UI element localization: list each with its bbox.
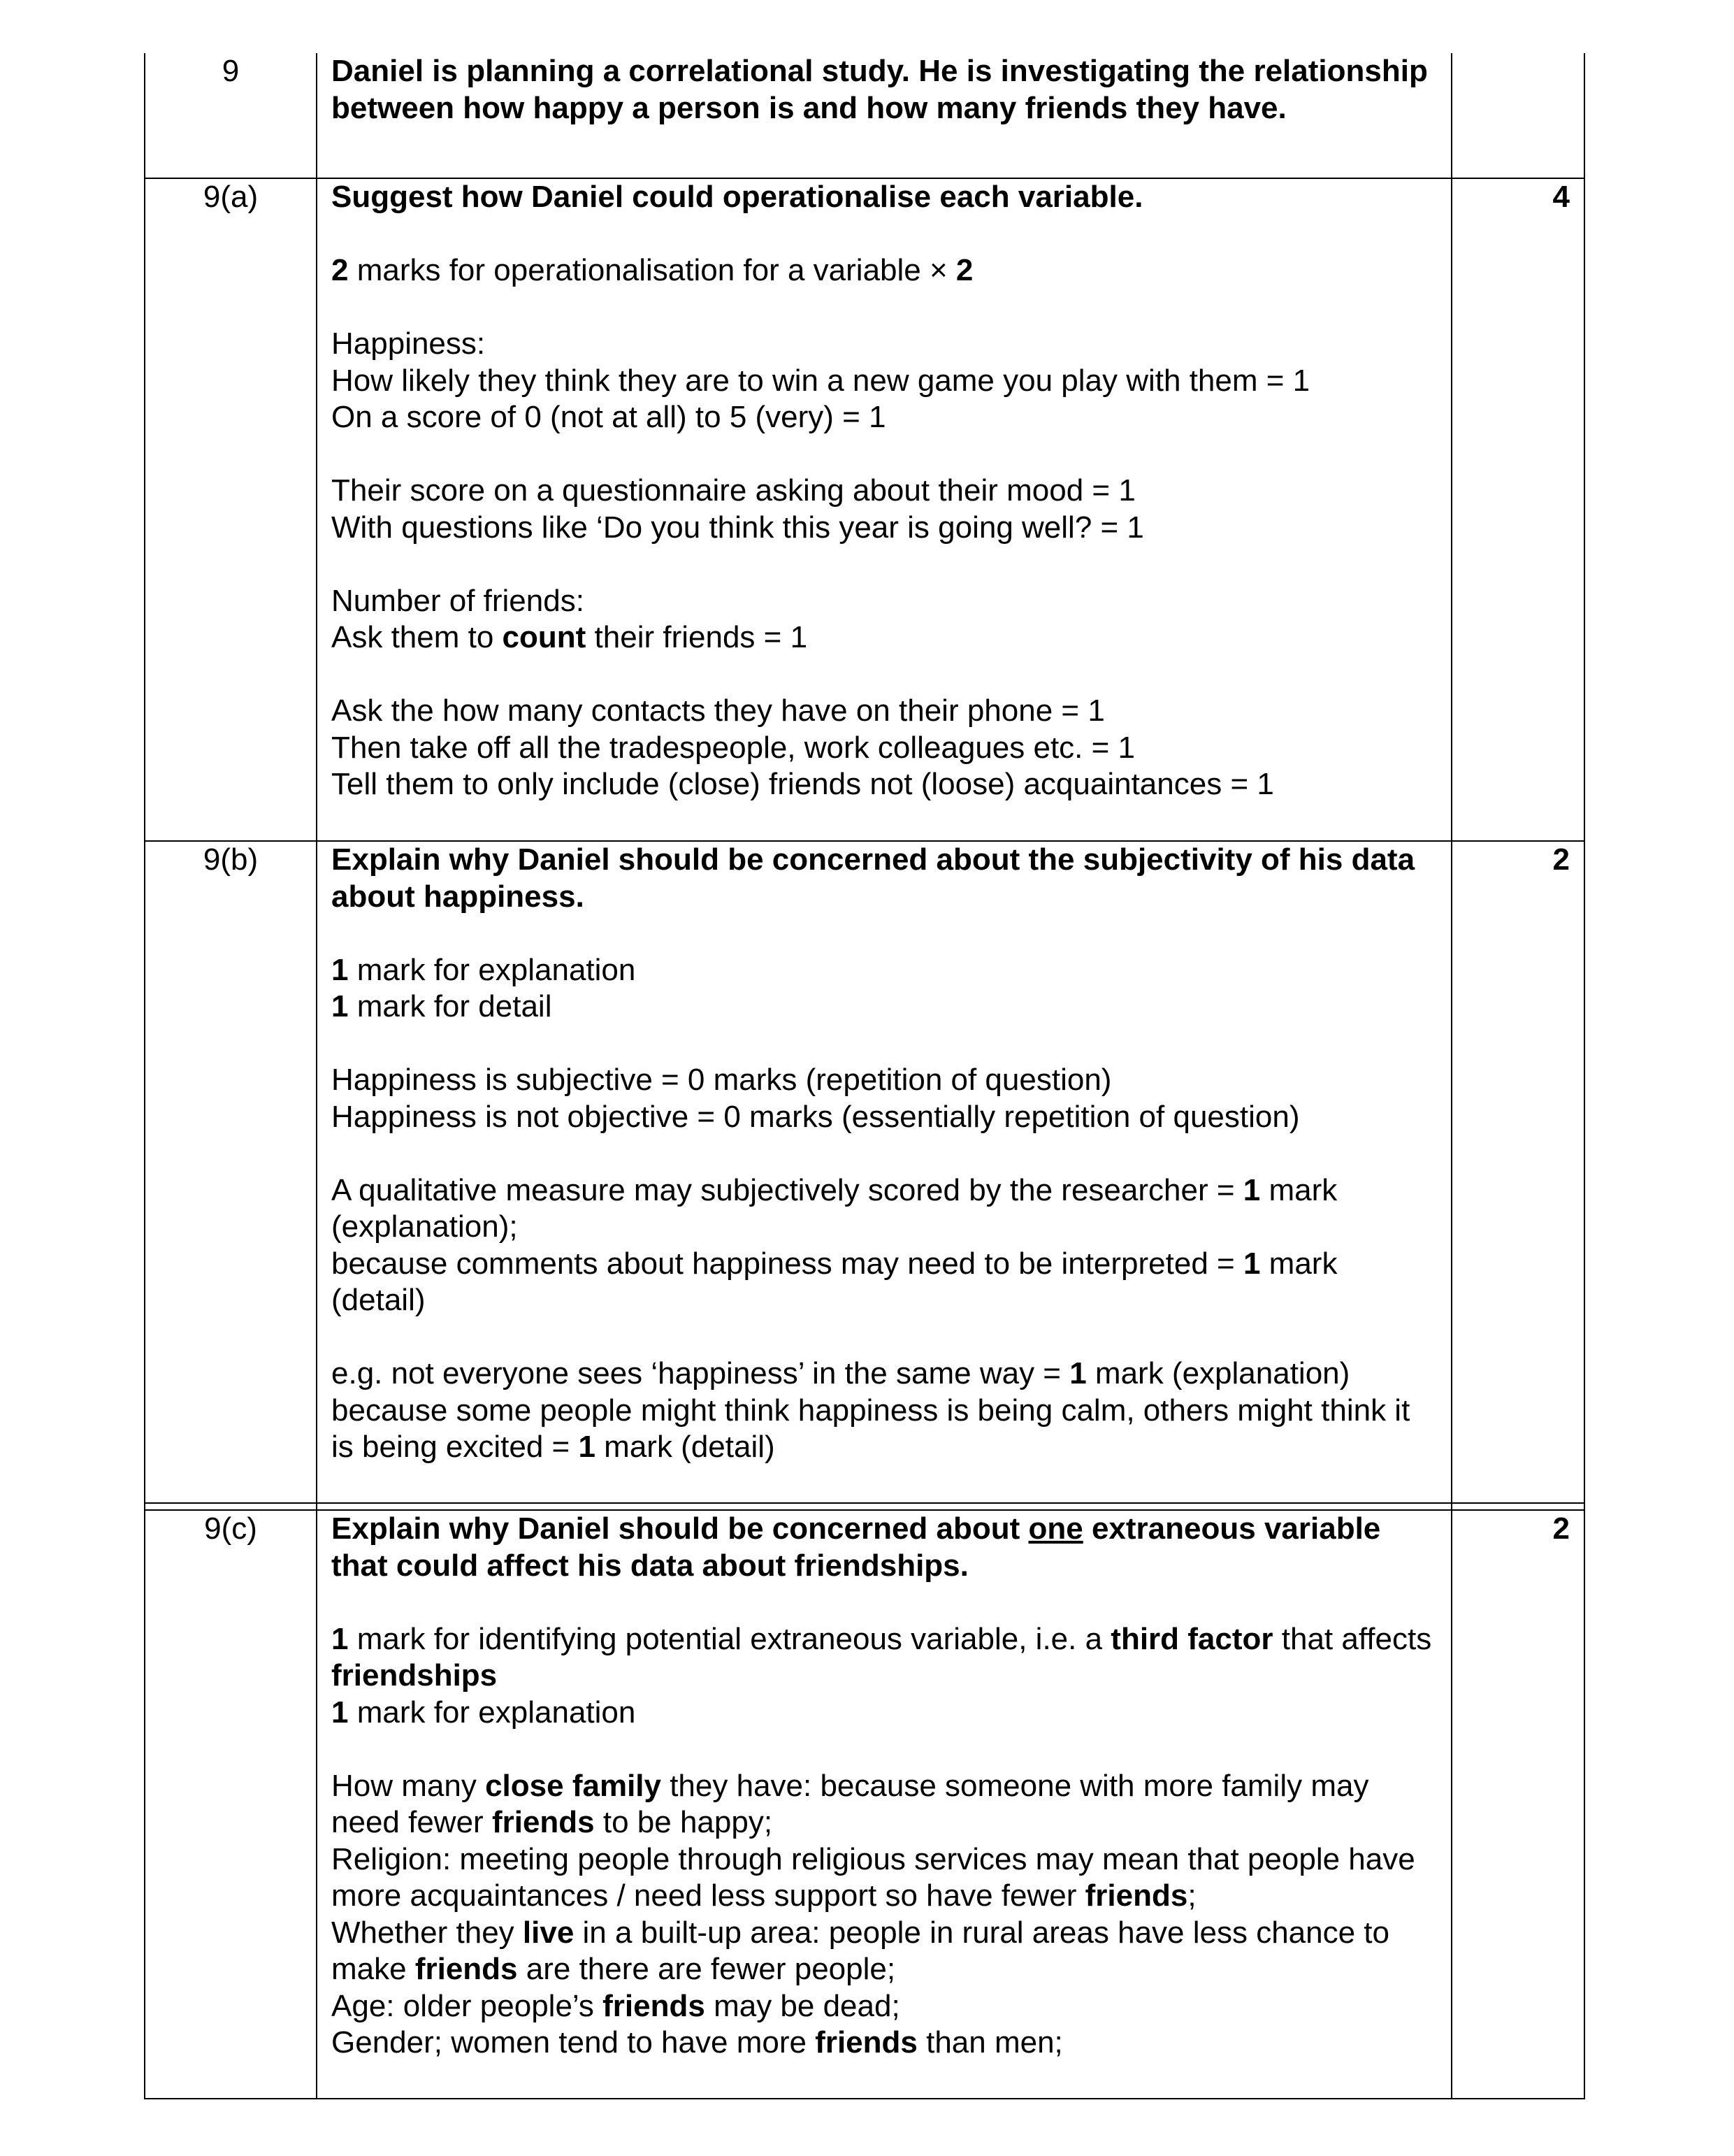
question-9b-row [145,841,1584,1503]
question-text: Explain why Daniel should be concerned about one extraneous variable that could affect his data about friendships. [331,1511,1381,1583]
answer-line: Their score on a questionnaire asking about their mood = 1 [331,473,1136,508]
question-text: Explain why Daniel should be concerned about the subjectivity of his data about happiness. [331,842,1415,914]
answer-guidance [317,1510,1452,2099]
answer-line: With questions like ‘Do you think this year is going well? = 1 [331,510,1144,545]
answer-line: Whether they live in a built-up area: people in rural areas have less chance to make friends are there are fewer people; [331,1915,1390,1986]
answer-guidance [317,178,1452,841]
answer-line: Ask them to count their friends = 1 [331,620,808,654]
marks-cell: 4 [1452,178,1584,841]
marking-rule: 2 marks for operationalisation for a variable × 2 [331,253,974,287]
answer-line: A qualitative measure may subjectively scored by the researcher = 1 mark (explanation); [331,1172,1338,1244]
answer-line: Age: older people’s friends may be dead; [331,1988,900,2023]
answer-line: How likely they think they are to win a new game you play with them = 1 [331,363,1310,398]
answer-line: because comments about happiness may need to be interpreted = 1 mark (detail) [331,1246,1338,1317]
marking-rule: 1 mark for explanation [331,1695,636,1730]
question-9c-row [145,1510,1584,2099]
question-9-row [145,53,1584,178]
answer-line: Happiness is subjective = 0 marks (repetition of question) [331,1063,1112,1097]
row-separator [145,1503,1584,1510]
answer-line: Tell them to only include (close) friends not (loose) acquaintances = 1 [331,767,1274,801]
marking-rule: 1 mark for explanation [331,952,636,987]
question-number: 9(a) [145,178,317,841]
question-number: 9(c) [145,1510,317,2099]
answer-line: Happiness is not objective = 0 marks (essentially repetition of question) [331,1099,1300,1134]
answer-guidance [317,841,1452,1503]
question-text: Daniel is planning a correlational study. He is investigating the relationship between how happy a person is and how many friends they have. [331,54,1428,125]
question-stem [317,53,1452,178]
question-number: 9 [145,53,317,178]
answer-line: Ask the how many contacts they have on their phone = 1 [331,693,1105,728]
marks-cell: 2 [1452,841,1584,1503]
section-heading: Happiness: [331,326,486,361]
question-text: Suggest how Daniel could operationalise each variable. [331,180,1143,214]
question-9a-row [145,178,1584,841]
answer-line: Religion: meeting people through religious services may mean that people have more acquaintances / need less support so have fewer friends; [331,1841,1415,1913]
answer-line: Gender; women tend to have more friends than men; [331,2025,1063,2060]
answer-line: e.g. not everyone sees ‘happiness’ in the same way = 1 mark (explanation) because some people might think happiness is being calm, others might think it is being excited = 1 mark (detail) [331,1356,1410,1464]
mark-scheme-table [144,53,1585,2099]
question-number: 9(b) [145,841,317,1503]
marks-cell: 2 [1452,1510,1584,2099]
answer-line: On a score of 0 (not at all) to 5 (very) = 1 [331,400,886,434]
answer-line: Then take off all the tradespeople, work colleagues etc. = 1 [331,730,1136,765]
answer-line: How many close family they have: because someone with more family may need fewer friends to be happy; [331,1768,1369,1839]
marking-rule: 1 mark for identifying potential extraneous variable, i.e. a third factor that affects friendships [331,1621,1432,1693]
marking-rule: 1 mark for detail [331,989,552,1023]
section-heading: Number of friends: [331,583,584,618]
marks-cell [1452,53,1584,178]
